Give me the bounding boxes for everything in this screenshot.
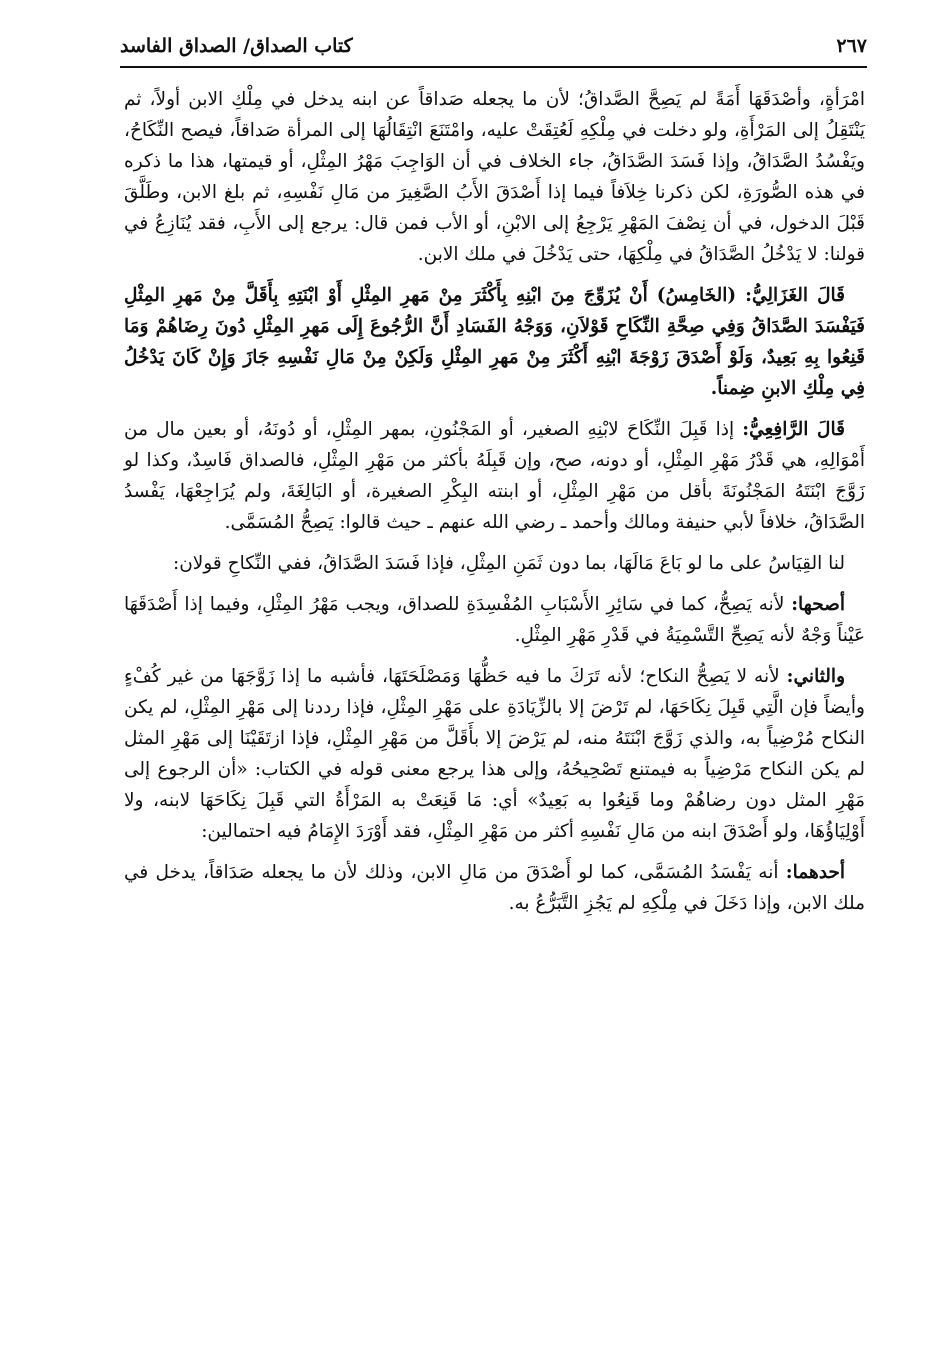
paragraph-first-opinion: [124, 589, 865, 651]
paragraph-label: أحدهما:: [785, 862, 845, 883]
paragraph-continuation: [124, 84, 865, 270]
page-header: [120, 28, 867, 64]
paragraph-text: إذا قَبِلَ النِّكَاحَ لابْنِهِ الصغير، أو المَجْنُونِ، بمهر المِثْلِ، أو دُونَهُ، أو بعين مال من أَمْوَالِهِ، هي قَدْرُ مَهْرِ المِثْلِ، أو دونه، صح، وإن قَبِلَهُ بأكثر من مَهْرِ المِثْلِ، فالصداق فَاسِدٌ، وكذا لو زَوَّجَ ابْنَتَهُ المَجْنُونَةَ بأقل من مَهْرِ المِثْلِ، أو ابنته البِكْرِ الصغيرة، أو البَالِغَةَ، ولم يُرَاجِعْهَا، يَفْسدُ الصَّدَاقُ، خلافاً لأبي حنيفة ومالك وأحمد ـ رضي الله عنهم ـ حيث قالوا: يَصِحُّ المُسَمَّى.: [124, 419, 865, 533]
header-divider: [120, 66, 867, 68]
paragraph-first-possibility: [124, 857, 865, 919]
paragraph-ghazali: [124, 280, 865, 404]
paragraph-text: أنه يَفْسَدُ المُسَمَّى، كما لو أَصْدَقَ من مَالِ الابن، وذلك لأن ما يجعله صَدَاقاً، يدخل في ملك الابن، وإذا دَخَلَ في مِلْكِهِ لم يَجُزِ التَّبَرُّعُ به.: [124, 862, 865, 914]
page-number: ٢٦٧: [836, 35, 867, 57]
paragraph-text: لأنه لا يَصِحُّ النكاح؛ لأنه تَرَكَ ما فيه حَظُّهَا وَمَصْلَحَتَهَا، فأشبه ما إذا زَوَّجَهَا من غير كُفْءٍ وأيضاً فإن الَّتِي قَبِلَ نِكَاحَهَا، لم تَرْضَ إلا بالزِّيَادَةِ على مَهْرِ المِثْلِ، فإذا رددنا إلى مَهْرِ المِثْلِ، لم يكن النكاح مُرْضِياً به، والذي زَوَّجَ ابْنَتَهُ منه، لم يَرْضَ إلا بأَقَلَّ من مَهْرِ المِثْلِ، فإذا ازتَقَيْنَا إلى مَهْرِ المثل لم يكن النكاح مَرْضِياً به فيمتنع تَصْحِيحُهُ، وإلى هذا يرجع معنى قوله في الكتاب: «أن الرجوع إلى مَهْرِ المثل دون رضاهُمْ وما قَنِعُوا به بَعِيدٌ» أي: مَا قَنِعَتْ به المَرْأَةُ التي قَبِلَ نِكَاحَهَا لابنه، ولا أَوْلِيَاؤُهَا، ولو أَصْدَقَ ابنه من مَالِ نَفْسِهِ أكثر من مَهْرِ المِثْلِ، فقد أَوْرَدَ الإِمَامُ فيه احتمالين:: [124, 666, 865, 842]
page-body: [124, 84, 865, 929]
paragraph-rafii: [124, 414, 865, 538]
paragraph-text: (الخَامِسُ) أَنْ يُزَوِّجَ مِنَ ابْنِهِ بِأَكْثَرَ مِنْ مَهرِ المِثْلِ أَوْ ابْنَتِهِ بِأَقَلَّ مِنْ مَهرِ المِثْلِ فَيَفْسَدَ الصَّدَاقُ وَفِي صِحَّةِ النِّكَاحِ قَوْلاَنِ، وَوَجْهُ الفَسَادِ أَنَّ الرُّجُوعَ إِلَى مَهرِ المِثْلِ دُونَ رِضَاهُمْ وَمَا قَنِعُوا بِهِ بَعِيدٌ، وَلَوْ أَصْدَقَ زَوْجَةَ ابْنِهِ أَكْثَرَ مِنْ مَهرِ المِثْلِ وَلَكِنْ مِنْ مَالِ نَفْسِهِ جَازَ وَإِنْ كَانَ يَدْخُلُ فِي مِلْكِ الابنِ ضِمناً.: [124, 285, 865, 399]
paragraph-text: امْرَأةٍ، وأصْدَقَهَا أَمَةً لم يَصِحَّ الصَّداقُ؛ لأن ما يجعله صَداقاً عن ابنه يدخل في مِلْكِ الابن أولاً، ثم يَنْتَقِلُ إلى المَرْأَةِ، ولو دخلت في مِلْكِهِ لَعُتِقَتْ عليه، وامْتَنَعَ انْتِقَالُهَا إلى المرأة صَداقاً، فيصح النِّكَاحُ، ويَفْسُدُ الصَّدَاقُ، وإذا فَسَدَ الصَّدَاقُ، جاء الخلاف في أن الوَاجِبَ مَهْرُ المِثْلِ، أو قيمتها، هذا ما ذكره في هذه الصُّورَةِ، لكن ذكرنا خِلاَفاً فيما إذا أَصْدَقَ الأَبُ الصَّغِيرَ من مَالِ نَفْسِهِ، ثم بلغ الابن، وطَلَّقَ قَبْلَ الدخول، في أن نِصْفَ المَهْرِ يَرْجِعُ إلى الابْنِ، أو الأب فمن قال: يرجع إلى الأَبِ، فقد يُنَازِعُ في قولنا: لا يَدْخُلُ الصَّدَاقُ في مِلْكِهَا، حتى يَدْخُلَ في ملك الابن.: [124, 89, 865, 265]
paragraph-label: والثاني:: [786, 666, 845, 687]
paragraph-text: لأنه يَصِحُّ، كما في سَائِرِ الأَسْبَابِ المُفْسِدَةِ للصداق، ويجب مَهْرُ المِثْلِ، وفيما إذا أَصْدَقَهَا عَيْناً وَجْهٌ لأنه يَصِحِّ التَّسْمِيَةُ في قَدْرِ مَهْرِ المِثْلِ.: [124, 594, 865, 646]
running-title: كتاب الصداق/ الصداق الفاسد: [120, 35, 353, 57]
paragraph-label: أصحها:: [791, 594, 845, 615]
paragraph-text: لنا القِيَاسُ على ما لو بَاعَ مَالَهَا، بما دون ثَمَنِ المِثْلِ، فإذا فَسَدَ الصَّدَاقُ، ففي النِّكاحِ قولان:: [172, 553, 845, 574]
paragraph-second-opinion: [124, 661, 865, 847]
paragraph-label: قَالَ الرَّافِعِيُّ:: [742, 419, 845, 440]
paragraph-qiyas: [124, 548, 865, 579]
paragraph-label: قَالَ الغَزَالِيُّ:: [745, 285, 845, 306]
